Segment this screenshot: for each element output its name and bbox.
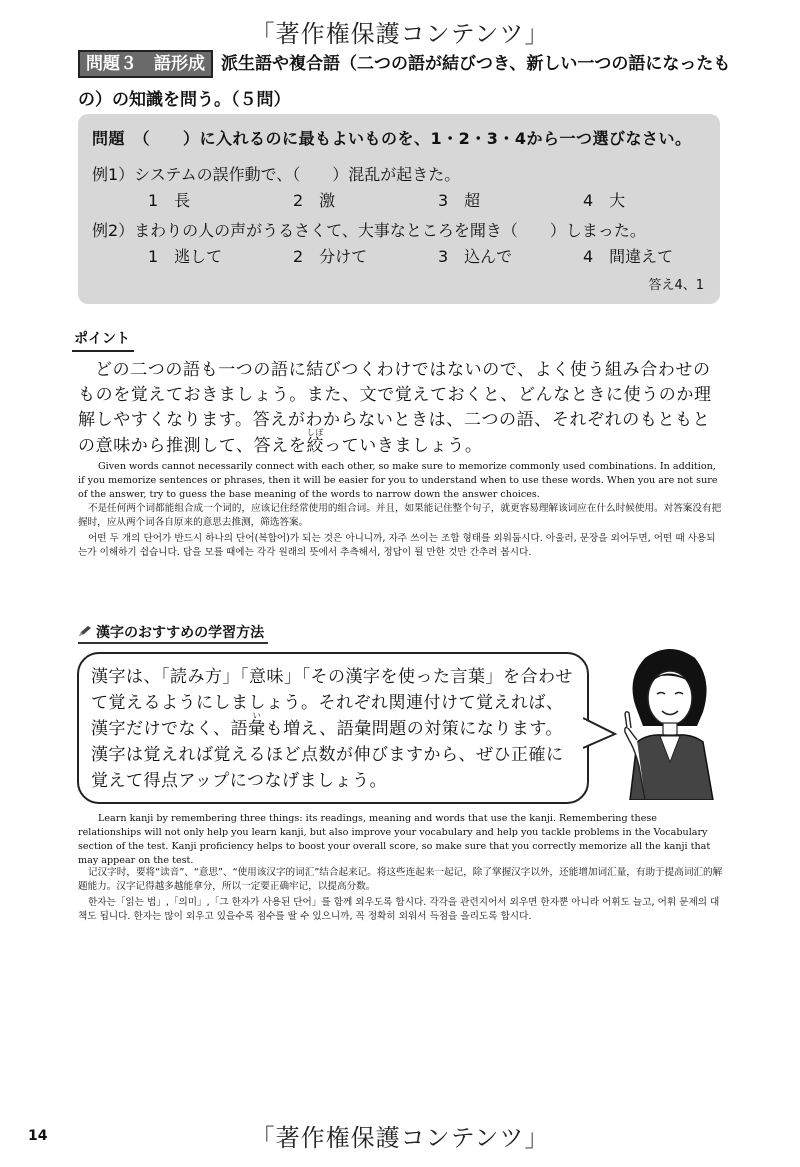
question-instruction: 問題 （ ）に入れるのに最もよいものを、1・2・3・4から一つ選びなさい。 [92, 129, 692, 148]
ruby-base: 彙 [248, 719, 266, 739]
point-label: ポイント [72, 328, 134, 352]
point-translation-zh: 不是任何两个词都能组合成一个词的，应该记住经常使用的组合词。并且，如果能记住整个句子，就更容易理解该词应在什么时候使用。对答案没有把握时，应从两个词各自原来的意思去推测，筛选答案。 [78, 503, 722, 528]
example-question-box [78, 114, 720, 304]
ruby-word [248, 711, 266, 739]
section-header [78, 46, 768, 118]
option: 2 分けて [293, 247, 368, 266]
option: 4 大 [583, 191, 626, 210]
page-number: 14 [28, 1128, 48, 1144]
point-translation-ko: 어떤 두 개의 단어가 반드시 하나의 단어(복합어)가 되는 것은 아니니까, 자주 쓰이는 조합 형태를 외워둡시다. 아울러, 문장을 외어두면, 어떤 때 사용되는가 이해하기 쉽습니다. 답을 모를 때에는 각각 원래의 뜻에서 추측해서, 정답이 될 만한 것만 간추려 봅시다. [78, 533, 716, 558]
section-desc-line1: 派生語や複合語（二つの語が結びつき、新しい一つの語になったも [221, 54, 731, 74]
option: 2 激 [293, 191, 336, 210]
kanji-translation-zh: 记汉字时，要将“读音”、“意思”、“使用该汉字的词汇”结合起来记。将这些连起来一起记，除了掌握汉字以外，还能增加词汇量，有助于提高词汇的解题能力。汉字记得越多越能拿分，所以一定要正确牢记，以提高分数。 [78, 867, 723, 892]
teacher-illustration [615, 640, 725, 800]
ruby-reading: しぼ [306, 428, 325, 437]
option: 1 長 [148, 191, 191, 210]
point-text [78, 358, 723, 459]
point-text-part1: どの二つの語も一つの語に結びつくわけではないので、よく使う組み合わせのものを覚えておきましょう。また、文で覚えておくと、どんなときに使うのか理解しやすくなります。答えがわからないときは、二つの語、それぞれのもともとの意味から推測して、答えを [78, 360, 712, 456]
option: 1 逃して [148, 247, 223, 266]
pencil-icon [78, 625, 92, 641]
example-1: 例1）システムの誤作動で、（ ）混乱が起きた。 [92, 165, 461, 184]
speech-bubble-text [91, 664, 579, 794]
ruby-reading: い [248, 711, 266, 720]
bubble-text-part2: も増え、語彙問題の対策になります。漢字は覚えれば覚えるほど点数が伸びますから、ぜひ正確に覚えて得点アップにつなげましょう。 [91, 719, 564, 791]
ruby-base: 絞 [306, 436, 325, 456]
point-text-part2: っていきましょう。 [324, 436, 483, 456]
example-2: 例2）まわりの人の声がうるさくて、大事なところを聞き（ ）しまった。 [92, 221, 646, 240]
kanji-heading [78, 622, 268, 644]
answer-key: 答え4、1 [648, 278, 704, 293]
watermark-bottom: 「著作権保護コンテンツ」 [250, 1124, 550, 1152]
kanji-translation-ko: 한자는「읽는 법」,「의미」,「그 한자가 사용된 단어」를 함께 외우도록 합시다. 각각을 관련지어서 외우면 한자뿐 아니라 어휘도 늘고, 어휘 문제의 대책도 됩니다. 한자는 많이 외우고 있을수록 점수를 딸 수 있으니까, 꼭 정확히 외워서 득점을 올리도록 합시다. [78, 897, 720, 922]
ruby-word [306, 428, 325, 456]
kanji-heading-text: 漢字のおすすめの学習方法 [96, 625, 265, 641]
bubble-text-part1: 漢字は、「読み方」「意味」「その漢字を使った言葉」を合わせて覚えるようにしましょう。それぞれ関連付けて覚えれば、漢字だけでなく、語 [91, 667, 573, 739]
speech-bubble [77, 652, 589, 804]
section-tag: 問題３ 語形成 [78, 50, 213, 78]
point-translation-en: Given words cannot necessarily connect with each other, so make sure to memorize commonly used combinations. In addition, if you memorize sentences or phrases, then it will be easier for you to understand when to use these words. When you are not sure of the answer, try to guess the base meaning of the words to narrow down the answer choices. [78, 461, 718, 500]
speech-bubble-tail [583, 716, 619, 752]
option: 4 間違えて [583, 247, 674, 266]
option: 3 超 [438, 191, 481, 210]
option: 3 込んで [438, 247, 513, 266]
section-desc-line2: の）の知識を問う。（５問） [78, 90, 291, 110]
watermark-top: 「著作権保護コンテンツ」 [250, 20, 550, 48]
kanji-translation-en: Learn kanji by remembering three things: its readings, meaning and words that use the kanji. Remembering these relationships will not only help you learn kanji, but also improve your vocabulary and help you tackle problems in the Vocabulary section of the test. Kanji proficiency helps to boost your overall score, so make sure that you correctly memorize all the kanji that may appear on the test. [78, 813, 711, 866]
